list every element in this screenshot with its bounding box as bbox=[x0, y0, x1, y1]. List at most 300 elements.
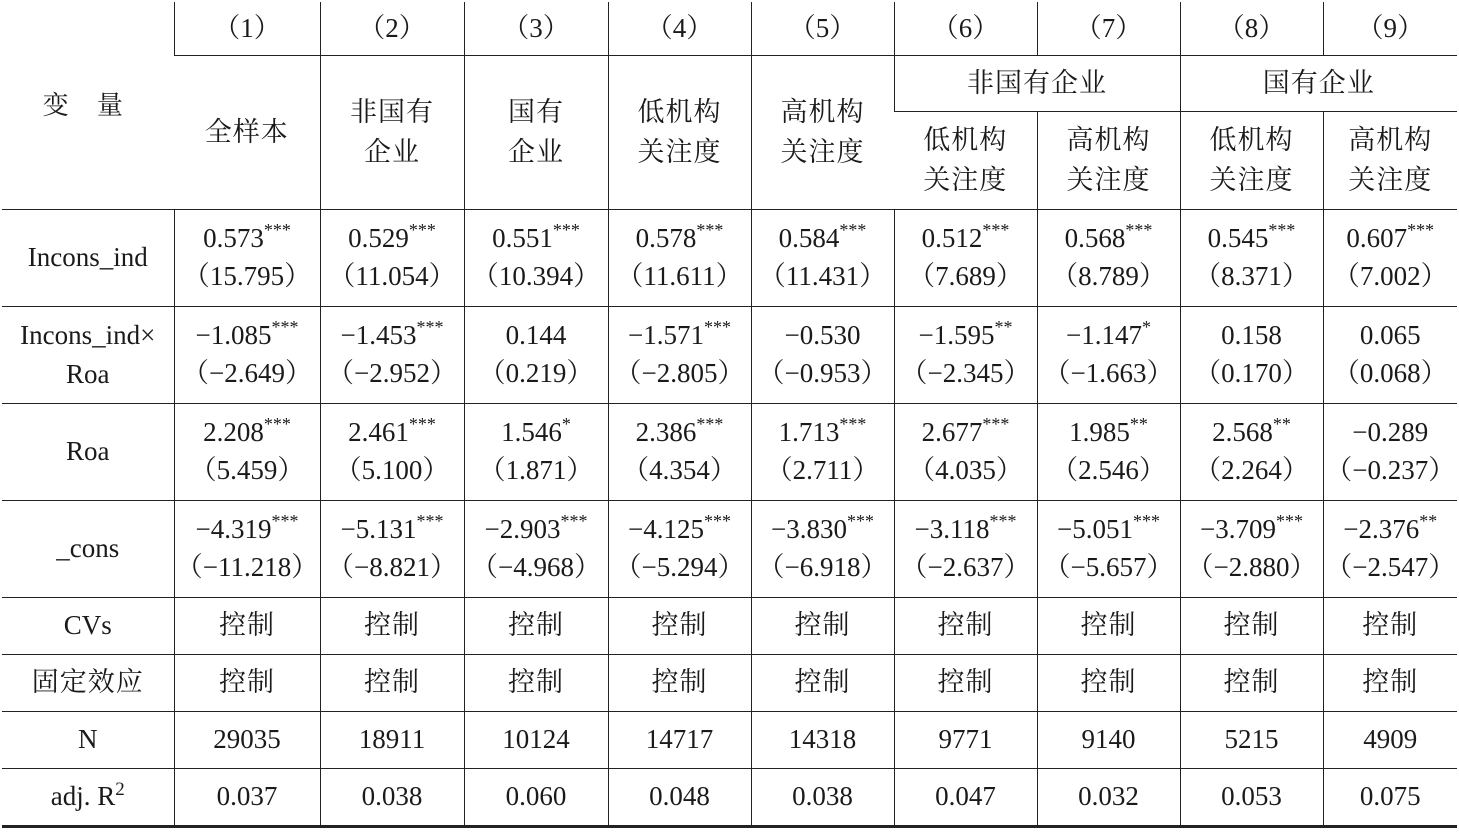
header-row-column-numbers bbox=[2, 2, 1457, 56]
stat-value: 控制 bbox=[508, 610, 564, 642]
stat-cell bbox=[894, 769, 1037, 827]
significance-stars: *** bbox=[696, 414, 724, 435]
stat-cell bbox=[464, 655, 608, 712]
coefficient-line bbox=[175, 511, 320, 549]
t-statistic: （2.711） bbox=[765, 455, 880, 485]
significance-stars: * bbox=[561, 414, 571, 435]
stat-cell bbox=[894, 655, 1037, 712]
significance-stars: *** bbox=[846, 511, 874, 532]
coefficient-line bbox=[1324, 317, 1458, 355]
significance-stars: *** bbox=[989, 511, 1017, 532]
coefficient-line bbox=[609, 511, 751, 549]
significance-stars: *** bbox=[416, 511, 444, 532]
t-statistic: （−6.918） bbox=[757, 552, 888, 582]
coefficient-value: −5.051 bbox=[1057, 514, 1133, 545]
t-statistic: （2.264） bbox=[1194, 455, 1309, 485]
t-statistic: （−2.880） bbox=[1186, 552, 1317, 582]
t-statistic: （−2.805） bbox=[614, 358, 745, 388]
table-row bbox=[2, 307, 1457, 404]
significance-stars: *** bbox=[263, 414, 291, 435]
coefficient-line bbox=[752, 511, 894, 549]
row-label bbox=[2, 501, 174, 598]
significance-stars: *** bbox=[1125, 220, 1153, 241]
t-statistic: （15.795） bbox=[182, 261, 312, 291]
sample-header bbox=[320, 56, 464, 210]
t-statistic: （4.354） bbox=[622, 455, 737, 485]
column-number bbox=[894, 2, 1037, 56]
coefficient-value: −1.085 bbox=[195, 320, 272, 351]
significance-stars: *** bbox=[703, 511, 731, 532]
stat-value: 0.037 bbox=[216, 781, 278, 812]
coefficient-cell bbox=[751, 404, 894, 501]
stat-value: 14717 bbox=[645, 724, 714, 755]
coefficient-line bbox=[175, 220, 320, 258]
t-statistic: （−2.345） bbox=[900, 358, 1031, 388]
coefficient-cell bbox=[608, 210, 751, 307]
coefficient-cell bbox=[174, 210, 320, 307]
sample-header bbox=[464, 56, 608, 210]
coefficient-cell bbox=[1323, 404, 1457, 501]
row-label-text: N bbox=[78, 724, 98, 755]
stat-cell bbox=[320, 598, 464, 655]
significance-stars: ** bbox=[1272, 414, 1291, 435]
significance-stars: *** bbox=[839, 220, 867, 241]
coefficient-cell bbox=[174, 307, 320, 404]
group-header-label: 国有企业 bbox=[1262, 67, 1375, 99]
t-statistic: （11.431） bbox=[758, 261, 887, 291]
coefficient-cell bbox=[464, 307, 608, 404]
stat-value: 9771 bbox=[938, 724, 993, 755]
sample-header-line: 国有 bbox=[508, 97, 564, 129]
stat-cell bbox=[174, 598, 320, 655]
stat-value: 控制 bbox=[364, 610, 420, 642]
stat-cell bbox=[1180, 598, 1323, 655]
coefficient-line bbox=[321, 220, 464, 258]
t-statistic: （7.002） bbox=[1332, 261, 1448, 291]
coefficient-line bbox=[752, 220, 894, 258]
coefficient-line bbox=[321, 414, 464, 452]
t-statistic: （−1.663） bbox=[1043, 358, 1174, 388]
row-label bbox=[2, 307, 174, 404]
coefficient-cell bbox=[320, 501, 464, 598]
coefficient-line bbox=[895, 317, 1037, 355]
row-label bbox=[2, 655, 174, 712]
stat-value: 控制 bbox=[364, 667, 420, 699]
coefficient-value: 0.607 bbox=[1346, 223, 1408, 254]
significance-stars: *** bbox=[1275, 511, 1303, 532]
group-header bbox=[894, 56, 1180, 112]
coefficient-cell bbox=[464, 404, 608, 501]
coefficient-line bbox=[465, 414, 608, 452]
coefficient-cell bbox=[1323, 501, 1457, 598]
column-number-label: （4） bbox=[645, 12, 714, 43]
variable-header bbox=[2, 2, 174, 210]
coefficient-line bbox=[895, 220, 1037, 258]
coefficient-cell bbox=[1323, 210, 1457, 307]
coefficient-line bbox=[1324, 220, 1458, 258]
coefficient-line bbox=[1324, 414, 1458, 452]
column-number bbox=[1180, 2, 1323, 56]
t-statistic: （0.170） bbox=[1194, 358, 1309, 388]
subgroup-header-line: 关注度 bbox=[1209, 164, 1294, 196]
coefficient-line bbox=[609, 317, 751, 355]
stat-cell bbox=[751, 712, 894, 769]
stat-cell bbox=[174, 769, 320, 827]
stat-cell bbox=[1323, 769, 1457, 827]
column-number-label: （5） bbox=[788, 12, 857, 43]
sample-header bbox=[608, 56, 751, 210]
coefficient-value: −4.125 bbox=[628, 514, 704, 545]
column-number-label: （7） bbox=[1074, 12, 1143, 43]
coefficient-line bbox=[1181, 511, 1323, 549]
coefficient-cell bbox=[608, 307, 751, 404]
t-statistic: （−0.953） bbox=[757, 358, 888, 388]
column-number-label: （2） bbox=[358, 12, 426, 43]
stat-value: 18911 bbox=[358, 724, 426, 755]
stat-cell bbox=[464, 598, 608, 655]
significance-stars: *** bbox=[271, 317, 299, 338]
coefficient-line bbox=[609, 414, 751, 452]
row-label bbox=[2, 769, 174, 827]
column-number bbox=[751, 2, 894, 56]
coefficient-cell bbox=[1037, 307, 1180, 404]
coefficient-cell bbox=[464, 210, 608, 307]
t-statistic: （0.068） bbox=[1332, 358, 1448, 388]
coefficient-line bbox=[175, 317, 320, 355]
row-label bbox=[2, 712, 174, 769]
stat-value: 29035 bbox=[213, 724, 281, 755]
subgroup-header bbox=[894, 112, 1037, 210]
stat-cell bbox=[1037, 655, 1180, 712]
coefficient-cell bbox=[320, 307, 464, 404]
coefficient-value: 0.545 bbox=[1207, 223, 1269, 254]
column-number-label: （9） bbox=[1356, 12, 1424, 43]
stat-cell bbox=[174, 655, 320, 712]
stat-cell bbox=[464, 712, 608, 769]
row-label-line: Incons_ind bbox=[27, 242, 148, 273]
coefficient-value: −1.453 bbox=[340, 320, 417, 351]
stat-cell bbox=[320, 712, 464, 769]
table-row bbox=[2, 404, 1457, 501]
t-statistic: （8.789） bbox=[1051, 261, 1166, 291]
coefficient-value: −2.903 bbox=[484, 514, 561, 545]
coefficient-value: −3.830 bbox=[771, 514, 847, 545]
t-statistic: （2.546） bbox=[1051, 455, 1166, 485]
stat-value: 9140 bbox=[1081, 724, 1136, 755]
coefficient-value: −4.319 bbox=[195, 514, 272, 545]
coefficient-cell bbox=[174, 501, 320, 598]
sample-header-line: 企业 bbox=[364, 136, 420, 168]
stat-value: 控制 bbox=[651, 667, 708, 699]
coefficient-value: −1.595 bbox=[918, 320, 995, 351]
stat-cell bbox=[608, 598, 751, 655]
t-statistic: （−5.657） bbox=[1043, 552, 1174, 582]
significance-stars: *** bbox=[263, 220, 291, 241]
stat-cell bbox=[751, 769, 894, 827]
row-label-line: Roa bbox=[66, 359, 110, 389]
coefficient-value: −3.118 bbox=[914, 514, 990, 545]
coefficient-cell bbox=[1323, 307, 1457, 404]
stat-cell bbox=[1323, 712, 1457, 769]
stat-cell bbox=[174, 712, 320, 769]
stat-value: 0.060 bbox=[505, 781, 567, 812]
t-statistic: （−2.649） bbox=[182, 358, 312, 388]
row-label-text: CVs bbox=[63, 610, 112, 641]
coefficient-line bbox=[752, 414, 894, 452]
sample-header-line: 非国有 bbox=[350, 97, 434, 129]
coefficient-line bbox=[1038, 511, 1180, 549]
stat-value: 控制 bbox=[508, 667, 564, 699]
coefficient-cell bbox=[1037, 501, 1180, 598]
sample-header bbox=[751, 56, 894, 210]
coefficient-line bbox=[1181, 317, 1323, 355]
table-row bbox=[2, 712, 1457, 769]
header-row-samples bbox=[2, 56, 1457, 112]
table-row bbox=[2, 210, 1457, 307]
table-row bbox=[2, 655, 1457, 712]
stat-cell bbox=[894, 712, 1037, 769]
significance-stars: *** bbox=[1132, 511, 1160, 532]
stat-value: 5215 bbox=[1224, 724, 1279, 755]
subgroup-header-line: 低机构 bbox=[1209, 125, 1294, 157]
coefficient-value: 1.713 bbox=[778, 417, 840, 448]
coefficient-cell bbox=[751, 307, 894, 404]
stat-value: 控制 bbox=[794, 667, 851, 699]
stat-cell bbox=[1323, 598, 1457, 655]
coefficient-cell bbox=[1180, 501, 1323, 598]
stat-value: 14318 bbox=[788, 724, 857, 755]
coefficient-value: 0.512 bbox=[921, 223, 983, 254]
group-header-label: 非国有企业 bbox=[967, 67, 1107, 99]
t-statistic: （−11.218） bbox=[175, 552, 319, 582]
stat-value: 控制 bbox=[937, 610, 994, 642]
stat-value: 控制 bbox=[1080, 667, 1137, 699]
t-statistic: （10.394） bbox=[471, 261, 601, 291]
t-statistic: （4.035） bbox=[908, 455, 1023, 485]
sample-header-line: 高机构 bbox=[780, 97, 865, 129]
t-statistic: （11.054） bbox=[328, 261, 456, 291]
column-number-label: （6） bbox=[931, 12, 1000, 43]
significance-stars: *** bbox=[696, 220, 724, 241]
table-row bbox=[2, 769, 1457, 827]
sample-header bbox=[174, 56, 320, 210]
coefficient-value: −2.376 bbox=[1343, 514, 1420, 545]
coefficient-value: 0.529 bbox=[348, 223, 409, 254]
stat-value: 0.053 bbox=[1221, 781, 1282, 812]
stat-cell bbox=[1037, 769, 1180, 827]
coefficient-cell bbox=[464, 501, 608, 598]
stat-value: 控制 bbox=[1362, 667, 1419, 699]
coefficient-value: 0.144 bbox=[505, 320, 567, 351]
t-statistic: （−2.952） bbox=[327, 358, 457, 388]
stat-cell bbox=[608, 655, 751, 712]
coefficient-cell bbox=[1180, 210, 1323, 307]
coefficient-line bbox=[465, 317, 608, 355]
row-label-line: _cons bbox=[56, 533, 120, 564]
t-statistic: （0.219） bbox=[478, 358, 594, 388]
sample-header-line: 低机构 bbox=[637, 97, 722, 129]
significance-stars: *** bbox=[839, 414, 867, 435]
coefficient-cell bbox=[751, 501, 894, 598]
coefficient-value: 2.386 bbox=[635, 417, 697, 448]
significance-stars: ** bbox=[1419, 511, 1438, 532]
coefficient-line bbox=[1181, 414, 1323, 452]
coefficient-value: 2.208 bbox=[203, 417, 264, 448]
column-number-label: （1） bbox=[213, 12, 281, 43]
t-statistic: （5.459） bbox=[189, 455, 305, 485]
stat-value: 0.075 bbox=[1359, 781, 1421, 812]
subgroup-header-line: 低机构 bbox=[923, 125, 1008, 157]
significance-stars: *** bbox=[271, 511, 299, 532]
subgroup-header bbox=[1323, 112, 1457, 210]
coefficient-cell bbox=[320, 210, 464, 307]
stat-value: 4909 bbox=[1363, 724, 1418, 755]
stat-value: 0.038 bbox=[792, 781, 853, 812]
column-number-label: （3） bbox=[502, 12, 570, 43]
significance-stars: *** bbox=[982, 220, 1010, 241]
coefficient-value: −3.709 bbox=[1200, 514, 1276, 545]
significance-stars: *** bbox=[552, 220, 580, 241]
column-number bbox=[464, 2, 608, 56]
coefficient-value: −0.530 bbox=[784, 320, 861, 351]
stat-value: 0.038 bbox=[361, 781, 423, 812]
significance-stars: ** bbox=[994, 317, 1013, 338]
t-statistic: （5.100） bbox=[334, 455, 450, 485]
regression-results-table bbox=[2, 2, 1457, 828]
t-statistic: （−5.294） bbox=[614, 552, 745, 582]
coefficient-value: 0.158 bbox=[1221, 320, 1282, 351]
t-statistic: （7.689） bbox=[908, 261, 1023, 291]
coefficient-line bbox=[1038, 414, 1180, 452]
coefficient-cell bbox=[751, 210, 894, 307]
coefficient-value: −0.289 bbox=[1352, 417, 1429, 448]
stat-value: 10124 bbox=[502, 724, 570, 755]
t-statistic: （−0.237） bbox=[1325, 455, 1456, 485]
subgroup-header-line: 高机构 bbox=[1348, 125, 1433, 157]
significance-stars: *** bbox=[1268, 220, 1296, 241]
subgroup-header-line: 关注度 bbox=[1348, 164, 1433, 196]
stat-cell bbox=[608, 769, 751, 827]
column-number bbox=[320, 2, 464, 56]
coefficient-line bbox=[895, 511, 1037, 549]
coefficient-cell bbox=[894, 404, 1037, 501]
column-number bbox=[174, 2, 320, 56]
stat-value: 控制 bbox=[937, 667, 994, 699]
sample-header-line: 关注度 bbox=[780, 136, 865, 168]
coefficient-value: 0.065 bbox=[1359, 320, 1421, 351]
coefficient-line bbox=[895, 414, 1037, 452]
coefficient-line bbox=[175, 414, 320, 452]
significance-stars: * bbox=[1141, 317, 1151, 338]
stat-value: 0.048 bbox=[649, 781, 710, 812]
column-number bbox=[1037, 2, 1180, 56]
coefficient-value: 0.568 bbox=[1064, 223, 1126, 254]
coefficient-cell bbox=[174, 404, 320, 501]
table-row bbox=[2, 501, 1457, 598]
stat-value: 控制 bbox=[219, 667, 275, 699]
coefficient-cell bbox=[608, 404, 751, 501]
stat-value: 控制 bbox=[1080, 610, 1137, 642]
sample-header-line: 全样本 bbox=[204, 116, 289, 148]
coefficient-cell bbox=[894, 501, 1037, 598]
t-statistic: （−4.968） bbox=[471, 552, 601, 582]
coefficient-cell bbox=[1037, 404, 1180, 501]
variable-header-label: 变 量 bbox=[42, 90, 133, 121]
significance-stars: *** bbox=[416, 317, 444, 338]
stat-cell bbox=[751, 655, 894, 712]
coefficient-value: 2.677 bbox=[921, 417, 983, 448]
stat-value: 控制 bbox=[219, 610, 275, 642]
t-statistic: （1.871） bbox=[478, 455, 594, 485]
coefficient-line bbox=[1324, 511, 1458, 549]
coefficient-line bbox=[1181, 220, 1323, 258]
stat-value: 0.047 bbox=[935, 781, 996, 812]
stat-cell bbox=[751, 598, 894, 655]
coefficient-cell bbox=[1180, 307, 1323, 404]
coefficient-line bbox=[321, 511, 464, 549]
stat-cell bbox=[1037, 712, 1180, 769]
stat-value: 控制 bbox=[1362, 610, 1419, 642]
coefficient-cell bbox=[320, 404, 464, 501]
coefficient-cell bbox=[894, 307, 1037, 404]
column-number bbox=[1323, 2, 1457, 56]
coefficient-value: 2.568 bbox=[1212, 417, 1273, 448]
stat-cell bbox=[1180, 712, 1323, 769]
coefficient-value: 1.546 bbox=[501, 417, 562, 448]
subgroup-header-line: 关注度 bbox=[1066, 164, 1151, 196]
row-label-line: Incons_ind× bbox=[20, 319, 156, 350]
stat-value: 控制 bbox=[651, 610, 708, 642]
stat-value: 控制 bbox=[794, 610, 851, 642]
t-statistic: （11.611） bbox=[616, 261, 743, 291]
stat-cell bbox=[894, 598, 1037, 655]
table-row bbox=[2, 598, 1457, 655]
significance-stars: *** bbox=[408, 414, 436, 435]
row-label-text: 固定效应 bbox=[31, 667, 144, 699]
coefficient-value: 0.578 bbox=[635, 223, 697, 254]
significance-stars: *** bbox=[982, 414, 1010, 435]
row-label bbox=[2, 210, 174, 307]
coefficient-value: −1.147 bbox=[1066, 320, 1142, 351]
coefficient-line bbox=[321, 317, 464, 355]
coefficient-value: 0.573 bbox=[203, 223, 264, 254]
group-header bbox=[1180, 56, 1457, 112]
stat-cell bbox=[1180, 655, 1323, 712]
stat-value: 控制 bbox=[1223, 610, 1280, 642]
coefficient-cell bbox=[1037, 210, 1180, 307]
row-label bbox=[2, 598, 174, 655]
coefficient-line bbox=[609, 220, 751, 258]
coefficient-value: 0.584 bbox=[778, 223, 840, 254]
significance-stars: *** bbox=[560, 511, 588, 532]
sample-header-line: 企业 bbox=[508, 136, 564, 168]
stat-value: 0.032 bbox=[1078, 781, 1139, 812]
row-label-superscript: 2 bbox=[115, 779, 125, 801]
coefficient-value: −5.131 bbox=[340, 514, 417, 545]
stat-cell bbox=[608, 712, 751, 769]
subgroup-header-line: 高机构 bbox=[1066, 125, 1151, 157]
stat-cell bbox=[1180, 769, 1323, 827]
stat-value: 控制 bbox=[1223, 667, 1280, 699]
subgroup-header bbox=[1037, 112, 1180, 210]
coefficient-line bbox=[465, 511, 608, 549]
coefficient-line bbox=[465, 220, 608, 258]
t-statistic: （8.371） bbox=[1194, 261, 1309, 291]
row-label bbox=[2, 404, 174, 501]
coefficient-line bbox=[752, 317, 894, 355]
coefficient-line bbox=[1038, 220, 1180, 258]
row-label-line: Roa bbox=[66, 436, 110, 467]
